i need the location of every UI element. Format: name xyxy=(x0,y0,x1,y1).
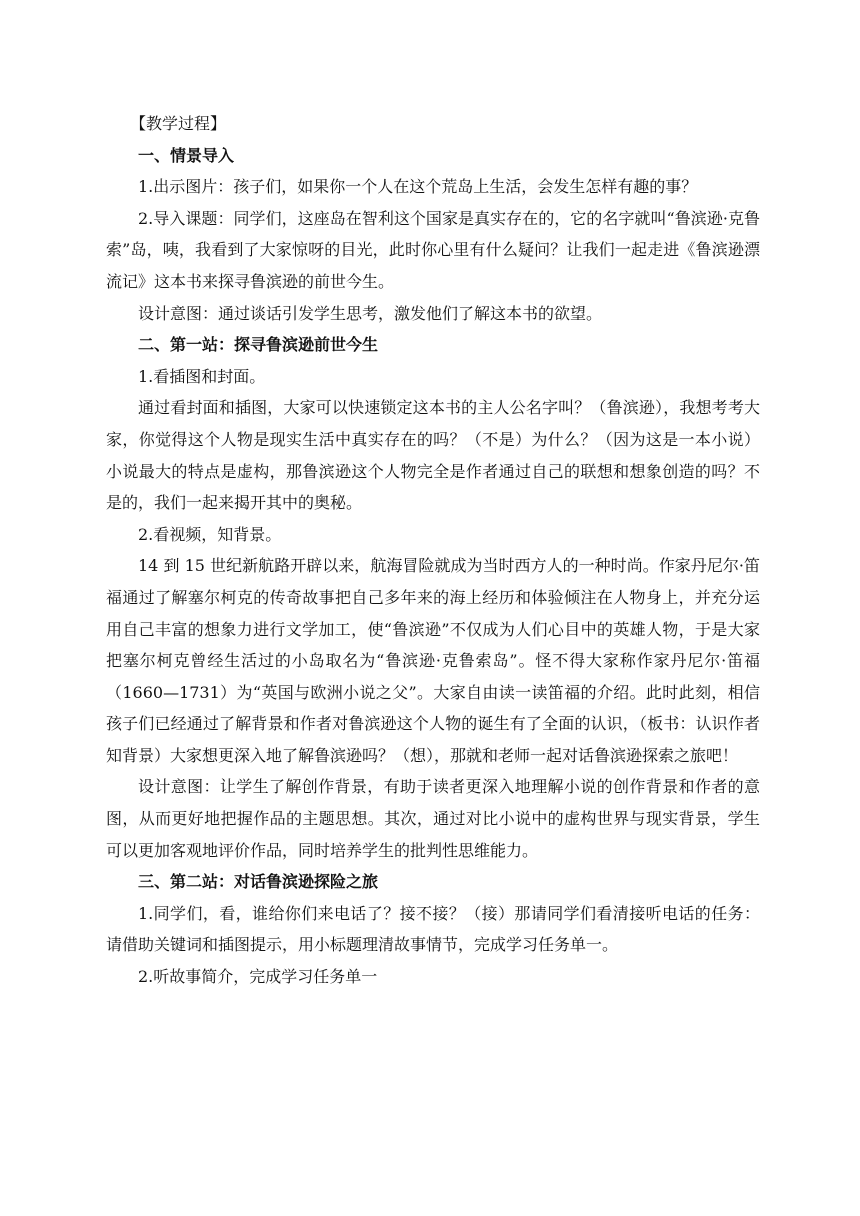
heading-part-two: 二、第一站：探寻鲁滨逊前世今生 xyxy=(138,335,379,355)
design-intent-paragraph: 设计意图：通过谈话引发学生思考，激发他们了解这本书的欲望。 xyxy=(138,303,603,323)
document-body xyxy=(106,108,760,993)
paragraph: 1.同学们，看，谁给你们来电话了？接不接？（接）那请同学们看清接听电话的任务：请借助关键词和插图提示，用小标题理清故事情节，完成学习任务单一。 xyxy=(106,903,760,955)
paragraph: 通过看封面和插图，大家可以快速锁定这本书的主人公名字叫？（鲁滨逊），我想考考大家，你觉得这个人物是现实生活中真实存在的吗？（不是）为什么？（因为这是一本小说）小说最大的特点是虚构，那鲁滨逊这个人物完全是作者通过自己的联想和想象创造的吗？不是的，我们一起来揭开其中的奥秘。 xyxy=(106,398,760,513)
paragraph: 2.听故事简介，完成学习任务单一 xyxy=(138,967,378,987)
paragraph: 1.出示图片：孩子们，如果你一个人在这个荒岛上生活，会发生怎样有趣的事？ xyxy=(138,177,698,197)
paragraph: 2.看视频，知背景。 xyxy=(138,524,282,544)
design-intent-paragraph: 设计意图：让学生了解创作背景，有助于读者更深入地理解小说的创作背景和作者的意图，从而更好地把握作品的主题思想。其次，通过对比小说中的虚构世界与现实背景，学生可以更加客观地评价作品，同时培养学生的批判性思维能力。 xyxy=(106,777,760,860)
paragraph: 14 到 15 世纪新航路开辟以来，航海冒险就成为当时西方人的一种时尚。作家丹尼尔·笛福通过了解塞尔柯克的传奇故事把自己多年来的海上经历和体验倾注在人物身上，并充分运用自己丰富的想象力进行文学加工，使“鲁滨逊”不仅成为人们心目中的英雄人物，于是大家把塞尔柯克曾经生活过的小岛取名为“鲁滨逊·克鲁索岛”。怪不得大家称作家丹尼尔·笛福（1660—1731）为“英国与欧洲小说之父”。大家自由读一读笛福的介绍。此时此刻，相信孩子们已经通过了解背景和作者对鲁滨逊这个人物的诞生有了全面的认识，（板书：认识作者知背景）大家想更深入地了解鲁滨逊吗？（想），那就和老师一起对话鲁滨逊探索之旅吧！ xyxy=(106,556,760,765)
paragraph: 1.看插图和封面。 xyxy=(138,366,266,386)
heading-part-one: 一、情景导入 xyxy=(138,145,235,165)
heading-part-three: 三、第二站：对话鲁滨逊探险之旅 xyxy=(138,872,379,892)
paragraph: 2.导入课题：同学们，这座岛在智利这个国家是真实存在的，它的名字就叫“鲁滨逊·克鲁索”岛，咦，我看到了大家惊呀的目光，此时你心里有什么疑问？让我们一起走进《鲁滨逊漂流记》这本书来探寻鲁滨逊的前世今生。 xyxy=(106,208,760,291)
section-heading-teaching-process: 【教学过程】 xyxy=(130,114,227,133)
